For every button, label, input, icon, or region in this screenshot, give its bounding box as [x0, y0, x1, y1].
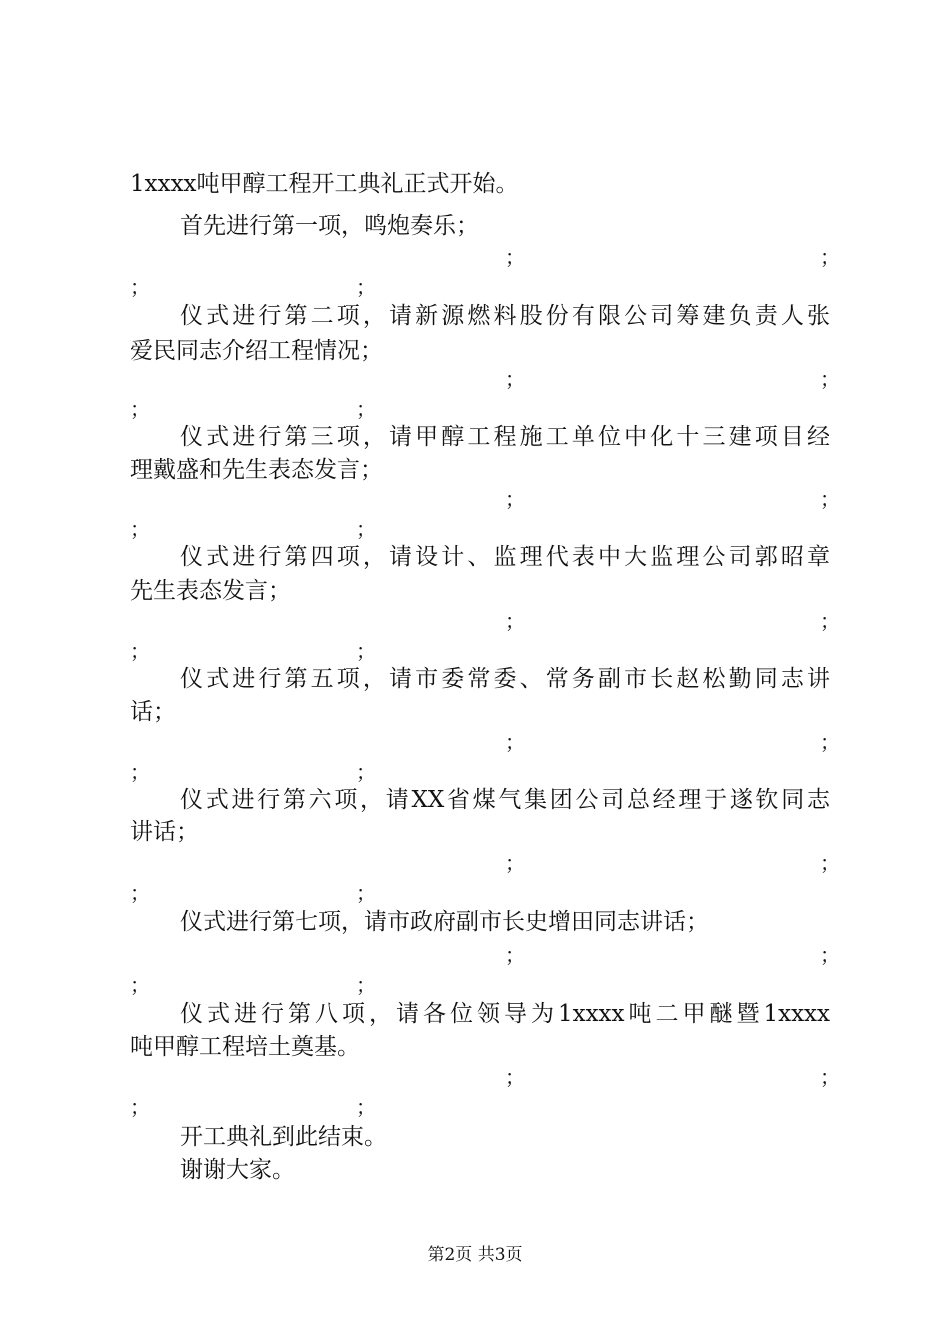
- semicolon-mark: ；: [820, 1065, 840, 1089]
- semicolon-mark: ；: [130, 275, 150, 299]
- semicolon-row: [130, 1062, 840, 1092]
- semicolon-mark: ；: [820, 245, 840, 269]
- semicolon-mark: ；: [505, 943, 525, 967]
- semicolon-mark: ；: [505, 851, 525, 875]
- semicolon-mark: ；: [130, 760, 150, 784]
- semicolon-mark: ；: [130, 639, 150, 663]
- paragraph-line: 仪式进行第二项，请新源燃料股份有限公司筹建负责人张: [180, 303, 830, 329]
- semicolon-mark: ；: [505, 245, 525, 269]
- semicolon-mark: ；: [356, 275, 376, 299]
- semicolon-mark: ；: [820, 609, 840, 633]
- paragraph-line: 谢谢大家。: [180, 1157, 295, 1183]
- semicolon-row: [130, 484, 840, 514]
- semicolon-mark: ；: [505, 730, 525, 754]
- semicolon-row: [130, 364, 840, 394]
- semicolon-mark: ；: [130, 397, 150, 421]
- semicolon-mark: ；: [356, 1095, 376, 1119]
- semicolon-mark: ；: [505, 367, 525, 391]
- semicolon-row: [130, 848, 840, 878]
- semicolon-mark: ；: [130, 1095, 150, 1119]
- semicolon-mark: ；: [820, 730, 840, 754]
- semicolon-mark: ；: [820, 367, 840, 391]
- paragraph-line: 首先进行第一项，鸣炮奏乐；: [180, 213, 479, 239]
- paragraph-line: 话；: [130, 699, 176, 725]
- semicolon-mark: ；: [130, 881, 150, 905]
- paragraph-line: 开工典礼到此结束。: [180, 1124, 387, 1150]
- paragraph-line: 讲话；: [130, 819, 199, 845]
- semicolon-mark: ；: [505, 487, 525, 511]
- paragraph-line: 吨甲醇工程培土奠基。: [130, 1034, 360, 1060]
- paragraph-line: 爱民同志介绍工程情况；: [130, 338, 383, 364]
- semicolon-mark: ；: [820, 487, 840, 511]
- semicolon-mark: ；: [356, 639, 376, 663]
- paragraph-line: 仪式进行第六项，请XX省煤气集团公司总经理于遂钦同志: [180, 787, 830, 813]
- paragraph-line: 仪式进行第三项，请甲醇工程施工单位中化十三建项目经: [180, 424, 830, 450]
- semicolon-row: [130, 727, 840, 757]
- semicolon-mark: ；: [356, 760, 376, 784]
- semicolon-mark: ；: [130, 973, 150, 997]
- semicolon-mark: ；: [505, 609, 525, 633]
- page-footer: 第2页 共3页: [427, 1245, 523, 1265]
- semicolon-mark: ；: [356, 973, 376, 997]
- paragraph-line: 1xxxx吨甲醇工程开工典礼正式开始。: [130, 171, 519, 197]
- semicolon-mark: ；: [820, 851, 840, 875]
- semicolon-mark: ；: [356, 881, 376, 905]
- semicolon-row: [130, 606, 840, 636]
- paragraph-line: 仪式进行第四项，请设计、监理代表中大监理公司郭昭章: [180, 544, 830, 570]
- semicolon-mark: ；: [820, 943, 840, 967]
- semicolon-mark: ；: [505, 1065, 525, 1089]
- semicolon-row: [130, 940, 840, 970]
- paragraph-line: 先生表态发言；: [130, 578, 291, 604]
- paragraph-line: 仪式进行第八项，请各位领导为1xxxx吨二甲醚暨1xxxx: [180, 1001, 830, 1027]
- semicolon-mark: ；: [356, 397, 376, 421]
- semicolon-row: [130, 242, 840, 272]
- paragraph-line: 仪式进行第七项，请市政府副市长史增田同志讲话；: [180, 909, 709, 935]
- semicolon-mark: ；: [356, 517, 376, 541]
- paragraph-line: 理戴盛和先生表态发言；: [130, 457, 383, 483]
- semicolon-mark: ；: [130, 517, 150, 541]
- paragraph-line: 仪式进行第五项，请市委常委、常务副市长赵松勤同志讲: [180, 666, 830, 692]
